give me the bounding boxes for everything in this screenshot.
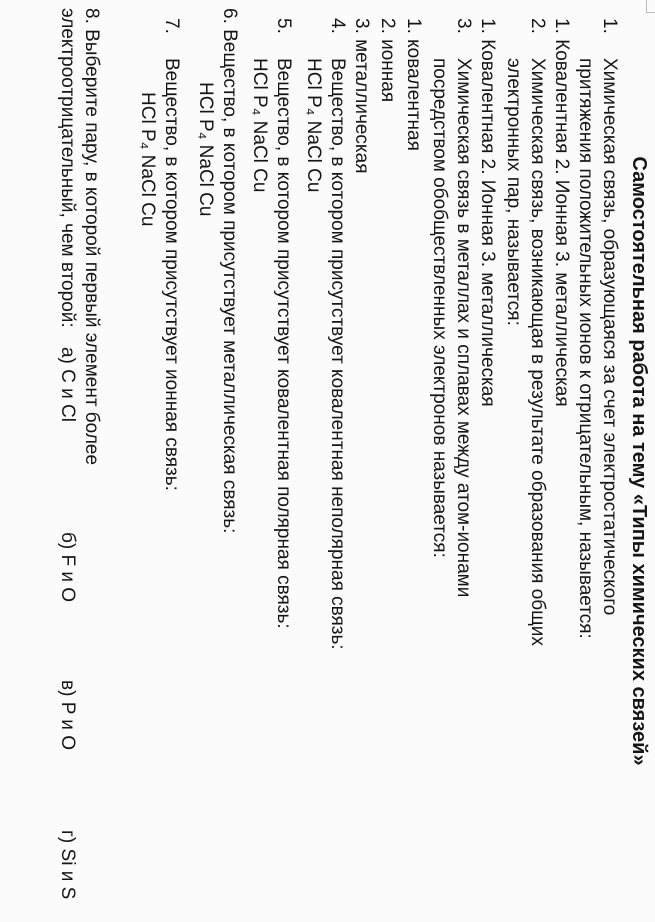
q8-option-b: б) F и O — [57, 532, 78, 603]
q5-options: HCl P₄ NaCl Cu — [249, 58, 270, 193]
q4-text: Вещество, в котором присутствует ковалентная неполярная связь: — [327, 58, 348, 650]
q5-text: Вещество, в котором присутствует ковалентная полярная связь: — [273, 58, 294, 629]
q1-options: 1. Ковалентная 2. Ионная 3. металлическая — [551, 18, 572, 407]
q4-options: HCl P₄ NaCl Cu — [303, 58, 324, 193]
q8-line2 — [55, 8, 79, 422]
worksheet-title: Самостоятельная работа на тему «Типы химических связей» — [628, 156, 650, 766]
q7-options: HCl P₄ NaCl Cu — [137, 92, 158, 227]
q3-option-3: 3. металлическая — [351, 18, 372, 174]
q4-number: 4. — [327, 18, 348, 34]
q2-options: 1. Ковалентная 2. Ионная 3. металлическая — [477, 18, 498, 407]
q8-line1: 8. Выберите пару, в которой первый элемент более — [81, 8, 102, 466]
q3-line2: посредством обобществленных электронов называется: — [429, 58, 450, 558]
q2-line2: электронных пар, называется: — [503, 58, 524, 326]
q7-text: Вещество, в котором присутствует ионная связь: — [161, 58, 182, 491]
q8-option-a: а) C и Cl — [57, 346, 78, 422]
q7-number: 7. — [161, 18, 182, 34]
q1-line1: Химическая связь, образующаяся за счет электростатического — [599, 58, 620, 616]
q8-option-c: в) P и O — [57, 680, 78, 750]
q5-number: 5. — [273, 18, 294, 34]
q8-line2-prefix: электроотрицательный, чем второй: — [57, 8, 78, 328]
q3-line1: Химическая связь в металлах и сплавах между атом-ионами — [453, 58, 474, 598]
q2-number: 2. — [527, 18, 548, 34]
q3-number: 3. — [453, 18, 474, 34]
q8-option-d: г) Si и S — [57, 830, 78, 900]
q6-options: HCl P₄ NaCl Cu — [195, 82, 216, 217]
q2-line1: Химическая связь, возникающая в результате образования общих — [527, 58, 548, 646]
q3-option-1: 1. ковалентная — [403, 18, 424, 151]
q6-text: 6. Вещество, в котором присутствует металлическая связь: — [219, 8, 240, 534]
q3-option-2: 2. ионная — [377, 18, 398, 103]
q1-line2: притяжения положительных ионов к отрицательным, называется: — [575, 58, 596, 639]
q1-number: 1. — [599, 18, 620, 34]
